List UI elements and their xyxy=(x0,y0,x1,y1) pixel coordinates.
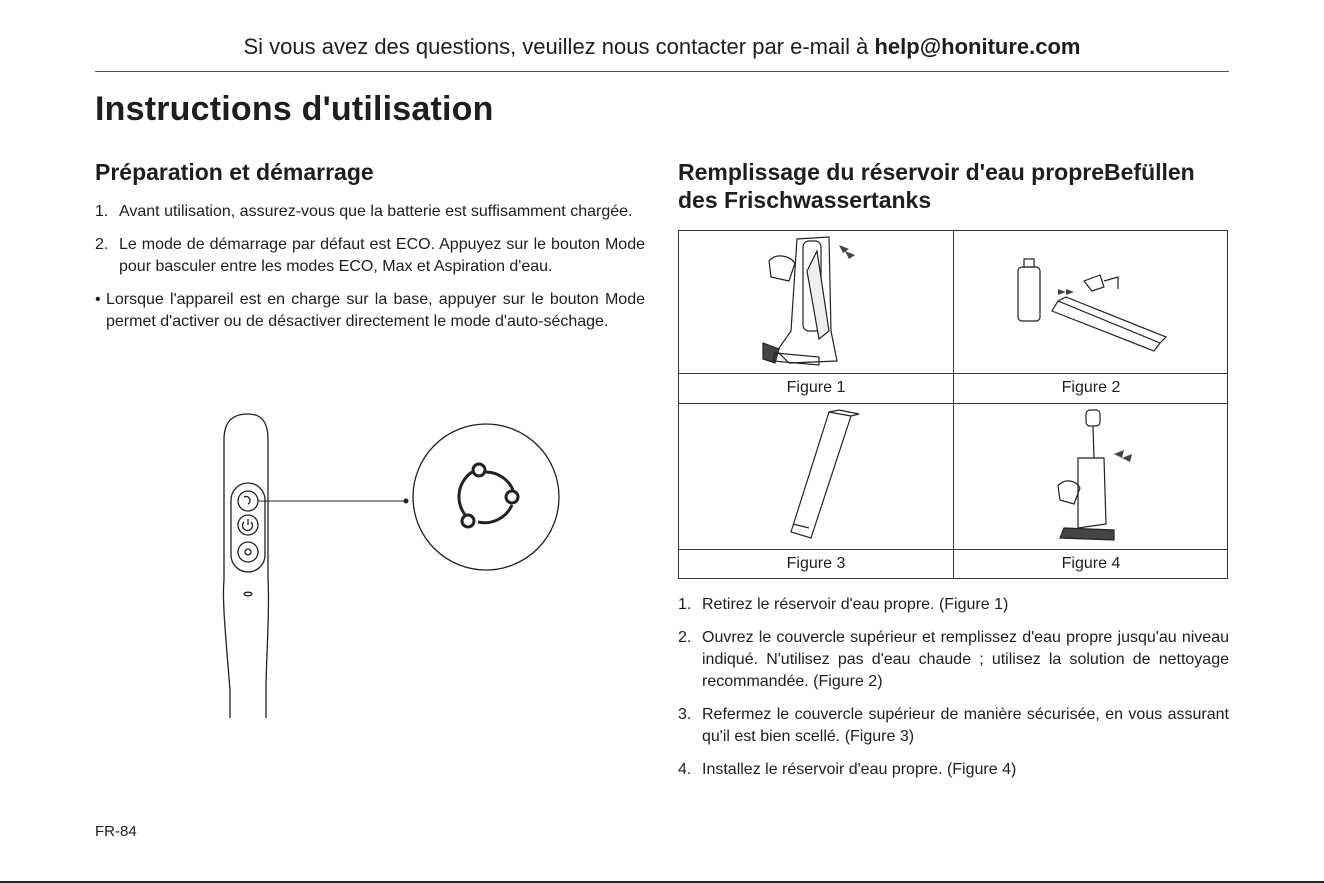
step-text: Installez le réservoir d'eau propre. (Figure 4) xyxy=(702,761,1017,778)
step-number: 1. xyxy=(95,203,109,220)
figure-1-illustration xyxy=(679,231,953,373)
figure-grid xyxy=(678,230,1228,579)
figure-caption: Figure 3 xyxy=(786,555,846,572)
step-number: 4. xyxy=(678,761,692,778)
list-item xyxy=(678,759,1229,781)
section-heading-preparation: Préparation et démarrage xyxy=(95,159,374,185)
section-heading-filling: Remplissage du réservoir d'eau propreBefüllen des Frischwassertanks xyxy=(678,159,1195,213)
step-number: 1. xyxy=(678,596,692,613)
step-text: Ouvrez le couvercle supérieur et remplissez d'eau propre jusqu'au niveau indiqué. N'utilisez pas d'eau chaude ; utilisez la solution de nettoyage recommandée. (Figure 2) xyxy=(702,629,1229,690)
step-text: Le mode de démarrage par défaut est ECO. Appuyez sur le bouton Mode pour basculer entre les modes ECO, Max et Aspiration d'eau. xyxy=(119,236,645,275)
figure-caption: Figure 1 xyxy=(786,379,846,396)
figure-3-illustration xyxy=(679,404,953,549)
page-number: FR-84 xyxy=(95,823,137,840)
page-title: Instructions d'utilisation xyxy=(95,90,494,128)
step-number: 3. xyxy=(678,706,692,723)
bullet-text: Lorsque l'appareil est en charge sur la base, appuyer sur le bouton Mode permet d'activer ou de désactiver directement le mode d'auto-séchage. xyxy=(106,291,645,330)
step-number: 2. xyxy=(678,629,692,646)
step-text: Refermez le couvercle supérieur de manière sécurisée, en vous assurant qu'il est bien scellé. (Figure 3) xyxy=(702,706,1229,745)
step-number: 2. xyxy=(95,236,109,253)
list-item xyxy=(678,594,1229,616)
figure-2-illustration xyxy=(954,231,1228,373)
contact-text: Si vous avez des questions, veuillez nous contacter par e-mail à xyxy=(243,34,875,59)
list-item xyxy=(678,627,1229,693)
figure-4-illustration xyxy=(954,404,1228,549)
step-text: Avant utilisation, assurez-vous que la batterie est suffisamment chargée. xyxy=(119,203,633,220)
filling-steps xyxy=(678,594,1229,781)
figure-caption: Figure 4 xyxy=(1061,555,1121,572)
figure-caption: Figure 2 xyxy=(1061,379,1121,396)
list-item xyxy=(678,704,1229,748)
step-text: Retirez le réservoir d'eau propre. (Figure 1) xyxy=(702,596,1009,613)
contact-email: help@honiture.com xyxy=(874,34,1081,59)
bullet-symbol: • xyxy=(95,291,101,308)
filling-steps-content xyxy=(678,594,1229,792)
